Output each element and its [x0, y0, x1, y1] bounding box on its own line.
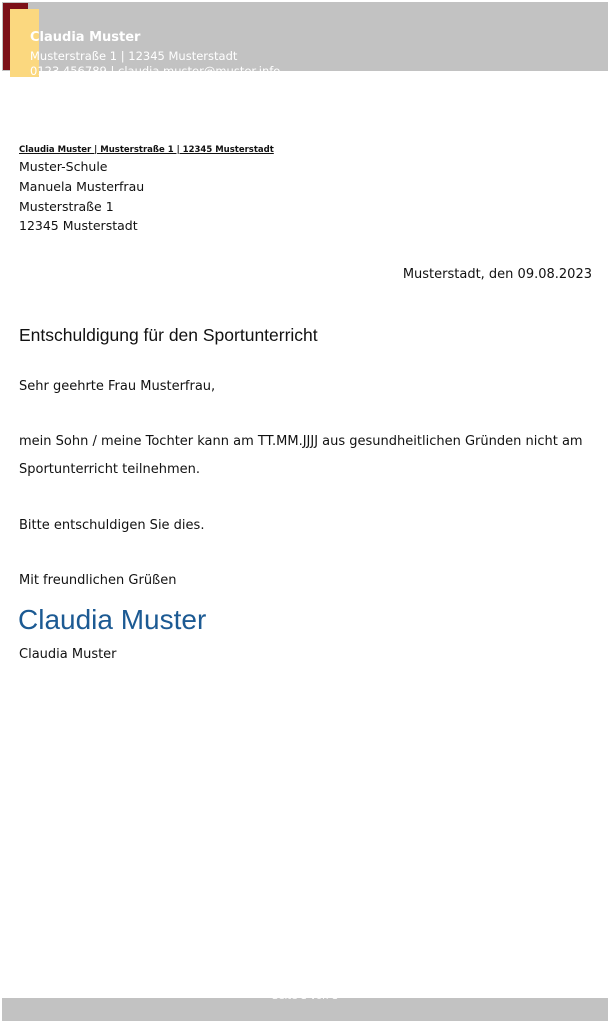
page-number: Seite 1 von 1	[272, 991, 338, 1002]
closing: Mit freundlichen Grüßen	[19, 573, 177, 588]
letter-subject: Entschuldigung für den Sportunterricht	[19, 325, 318, 345]
salutation: Sehr geehrte Frau Musterfrau,	[19, 379, 216, 394]
body-line-1: mein Sohn / meine Tochter kann am TT.MM.JJJJ aus gesundheitlichen Gründen nicht am	[19, 434, 583, 449]
letter-date: Musterstadt, den 09.08.2023	[402, 267, 592, 282]
body-line-2: Sportunterricht teilnehmen.	[19, 462, 200, 477]
letterhead-address: Musterstraße 1 | 12345 Musterstadt	[30, 49, 238, 63]
signature: Claudia Muster	[18, 604, 207, 635]
printed-name: Claudia Muster	[19, 647, 117, 662]
body-line-3: Bitte entschuldigen Sie dies.	[19, 518, 205, 533]
recipient-line-city: 12345 Musterstadt	[19, 218, 138, 233]
recipient-line-school: Muster-Schule	[19, 159, 108, 174]
letterhead-contact: 0123 456789 | claudia.muster@muster.info	[30, 64, 281, 78]
footer-band	[2, 991, 608, 1021]
recipient-line-person: Manuela Musterfrau	[19, 179, 145, 194]
letterhead-name: Claudia Muster	[30, 30, 141, 45]
sender-return-line: Claudia Muster | Musterstraße 1 | 12345 Musterstadt	[19, 145, 274, 155]
recipient-line-street: Musterstraße 1	[19, 199, 114, 214]
letterhead-text-area	[2, 2, 608, 78]
